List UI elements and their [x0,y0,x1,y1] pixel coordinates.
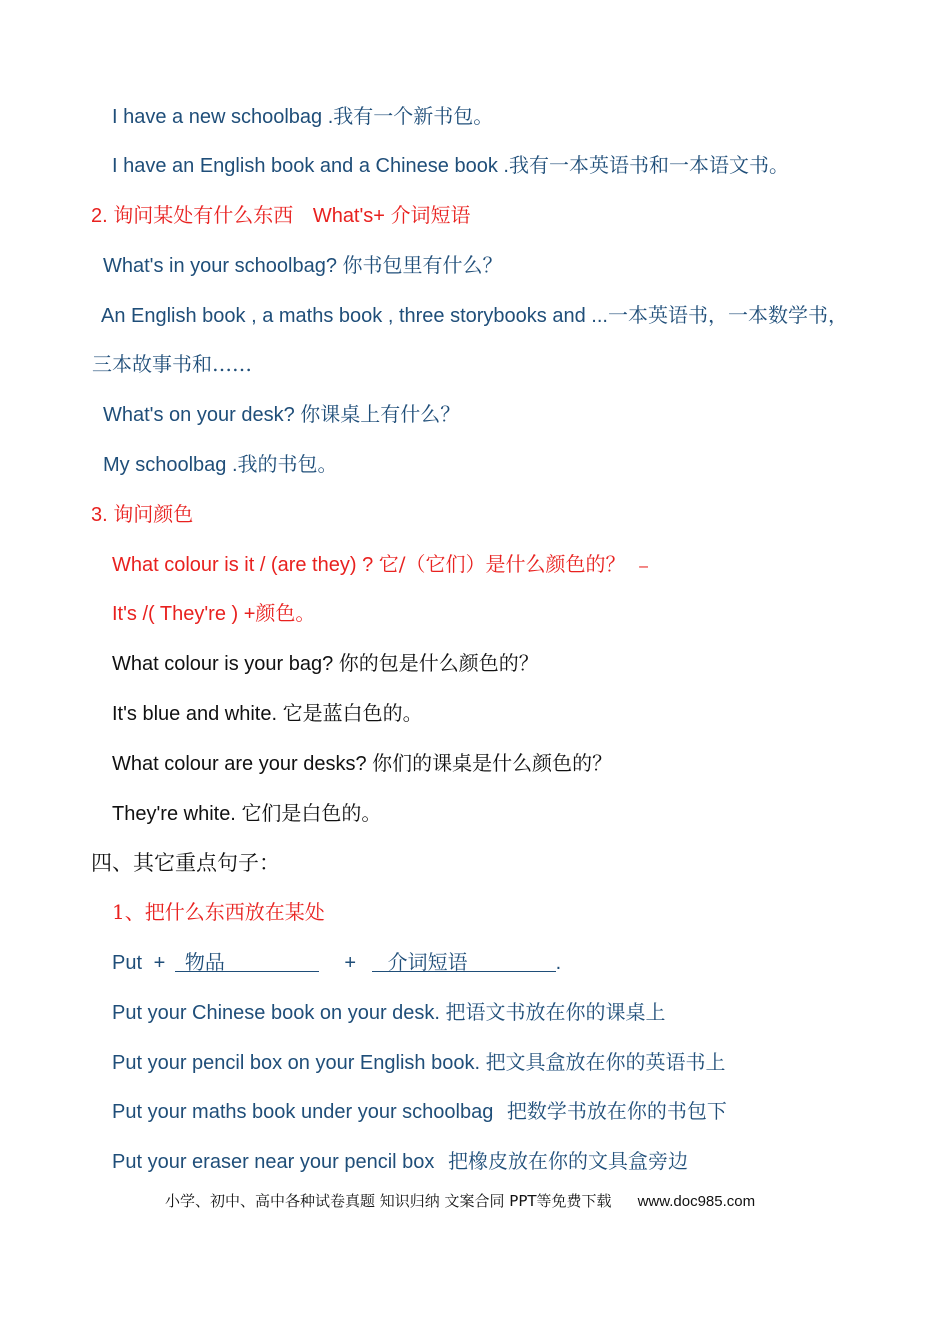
example-put-eraser: Put your eraser near your pencil box 把橡皮放在你的文具盒旁边 [112,1149,688,1173]
answer-schoolbag-continued: 三本故事书和…… [92,352,252,376]
answer-desk: My schoolbag .我的书包。 [103,452,338,476]
example-put-chinese-book: Put your Chinese book on your desk. 把语文书放在你的课桌上 [112,1000,666,1024]
sentence-english-chinese-book: I have an English book and a Chinese book .我有一本英语书和一本语文书。 [112,153,789,177]
example-bag-colour-answer: It's blue and white. 它是蓝白色的。 [112,701,423,725]
sentence-new-schoolbag: I have a new schoolbag .我有一个新书包。 [112,104,494,128]
section-3-heading: 3. 询问颜色 [91,502,194,526]
question-desk: What's on your desk? 你课桌上有什么？ [103,402,461,426]
item-blank: 物品 [175,949,319,972]
section-4-heading: 四、其它重点句子： [91,851,280,875]
put-something-subheading: 1、把什么东西放在某处 [112,900,325,924]
page-footer: 小学、初中、高中各种试卷真题 知识归纳 文案合同 PPT等免费下载 www.doc985.com [165,1192,756,1210]
put-formula: Put + 物品 + 介词短语 . [112,950,562,974]
colour-answer-pattern: It's /( They're ) +颜色。 [112,601,316,625]
example-desks-colour-answer: They're white. 它们是白色的。 [112,801,382,825]
colour-question-pattern: What colour is it / (are they) ? 它/（它们）是什么颜色的？ – [112,552,648,576]
example-put-pencil-box: Put your pencil box on your English book. 把文具盒放在你的英语书上 [112,1050,726,1074]
example-bag-colour-question: What colour is your bag? 你的包是什么颜色的？ [112,651,539,675]
section-2-heading: 2. 询问某处有什么东西 What's+ 介词短语 [91,203,471,227]
phrase-blank: 介词短语 [372,949,556,972]
footer-url[interactable]: www.doc985.com [637,1193,756,1210]
answer-schoolbag: An English book , a maths book , three storybooks and ...一本英语书，一本数学书， [101,303,848,327]
example-put-maths-book: Put your maths book under your schoolbag 把数学书放在你的书包下 [112,1099,727,1123]
question-schoolbag: What's in your schoolbag? 你书包里有什么？ [103,253,503,277]
example-desks-colour-question: What colour are your desks? 你们的课桌是什么颜色的？ [112,751,613,775]
